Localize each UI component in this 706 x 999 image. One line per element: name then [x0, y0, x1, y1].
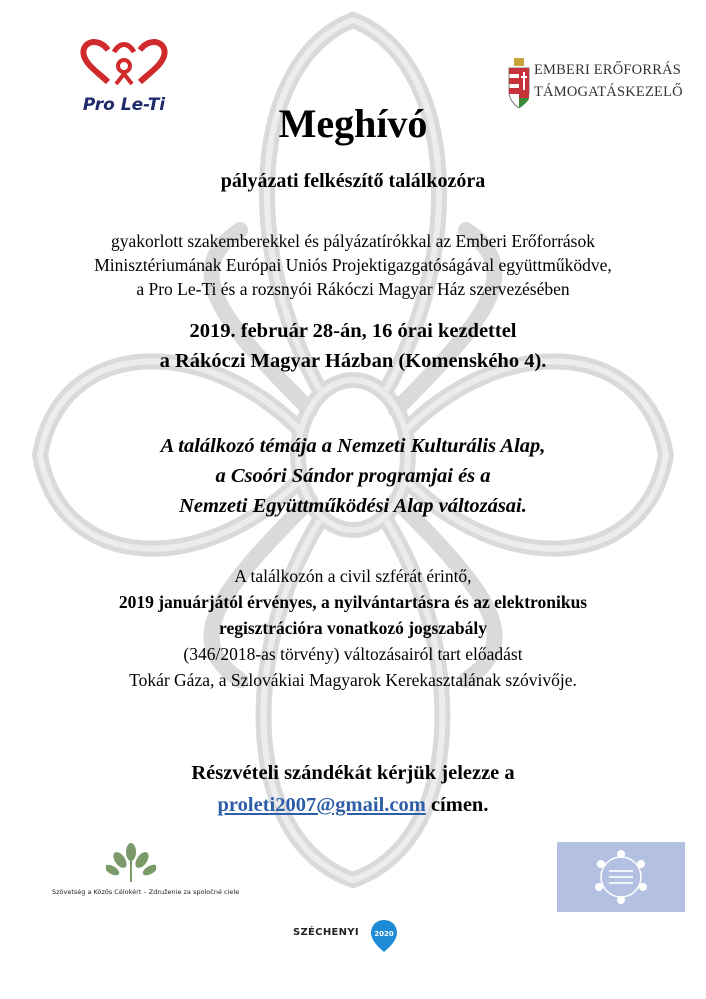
invitation-title: Meghívó: [278, 101, 428, 146]
body-line: A találkozón a civil szférát érintő,: [234, 566, 472, 586]
heart-icon: [68, 32, 180, 92]
invitation-subtitle: pályázati felkészítő találkozóra: [220, 170, 486, 192]
szechenyi-2020-logo: [287, 910, 407, 960]
event-location: a Rákóczi Magyar Házban (Komenského 4).: [159, 350, 547, 372]
rsvp-line: Részvételi szándékát kérjük jelezze a: [191, 762, 515, 784]
topic-line: A találkozó témája a Nemzeti Kulturális Alap,: [160, 435, 546, 457]
event-date: 2019. február 28-án, 16 órai kezdettel: [189, 320, 517, 342]
round-table-icon: [557, 842, 685, 912]
kerekasztal-logo: [557, 842, 685, 912]
topic-line: a Csoóri Sándor programjai és a: [215, 465, 491, 487]
body-line: (346/2018-as törvény) változásairól tart előadást: [183, 644, 523, 664]
meeting-topic: [0, 431, 706, 521]
proleti-logo-text: Pro Le-Ti: [82, 95, 166, 115]
emberi-logo-line1: EMBERI ERŐFORRÁS: [534, 62, 682, 78]
rsvp-suffix: címen.: [425, 794, 489, 816]
szechenyi-logo-text: SZÉCHENYI: [293, 927, 359, 938]
szovetseg-logo: [52, 838, 240, 902]
location-pin-icon: [369, 918, 399, 954]
rsvp-block: [0, 757, 706, 821]
intro-line: Minisztériumának Európai Uniós Projektigazgatóságával együttműködve,: [94, 255, 612, 275]
body-line: Tokár Gáza, a Szlovákiai Magyarok Kerekasztalának szóvivője.: [129, 670, 577, 690]
email-link[interactable]: proleti2007@gmail.com: [217, 794, 426, 816]
emberi-logo-line2: TÁMOGATÁSKEZELŐ: [534, 84, 683, 100]
intro-line: a Pro Le-Ti és a rozsnyói Rákóczi Magyar Ház szervezésében: [136, 279, 570, 299]
leaf-sprout-icon: [106, 842, 156, 884]
intro-paragraph: [0, 229, 706, 301]
topic-line: Nemzeti Együttműködési Alap változásai.: [179, 495, 527, 517]
szechenyi-badge-text: 2020: [374, 930, 394, 938]
body-line-bold: 2019 januárjától érvényes, a nyilvántartásra és az elektronikus: [118, 592, 588, 612]
intro-line: gyakorlott szakemberekkel és pályázatírókkal az Emberi Erőforrások: [111, 231, 595, 251]
lecture-description: [0, 563, 706, 693]
body-line-bold: regisztrációra vonatkozó jogszabály: [219, 618, 487, 638]
szovetseg-caption: Szövetség a Közös Célokért – Združenie za spoločné ciele: [52, 888, 240, 896]
event-date-location: [0, 316, 706, 376]
rsvp-email-line: [0, 789, 706, 821]
